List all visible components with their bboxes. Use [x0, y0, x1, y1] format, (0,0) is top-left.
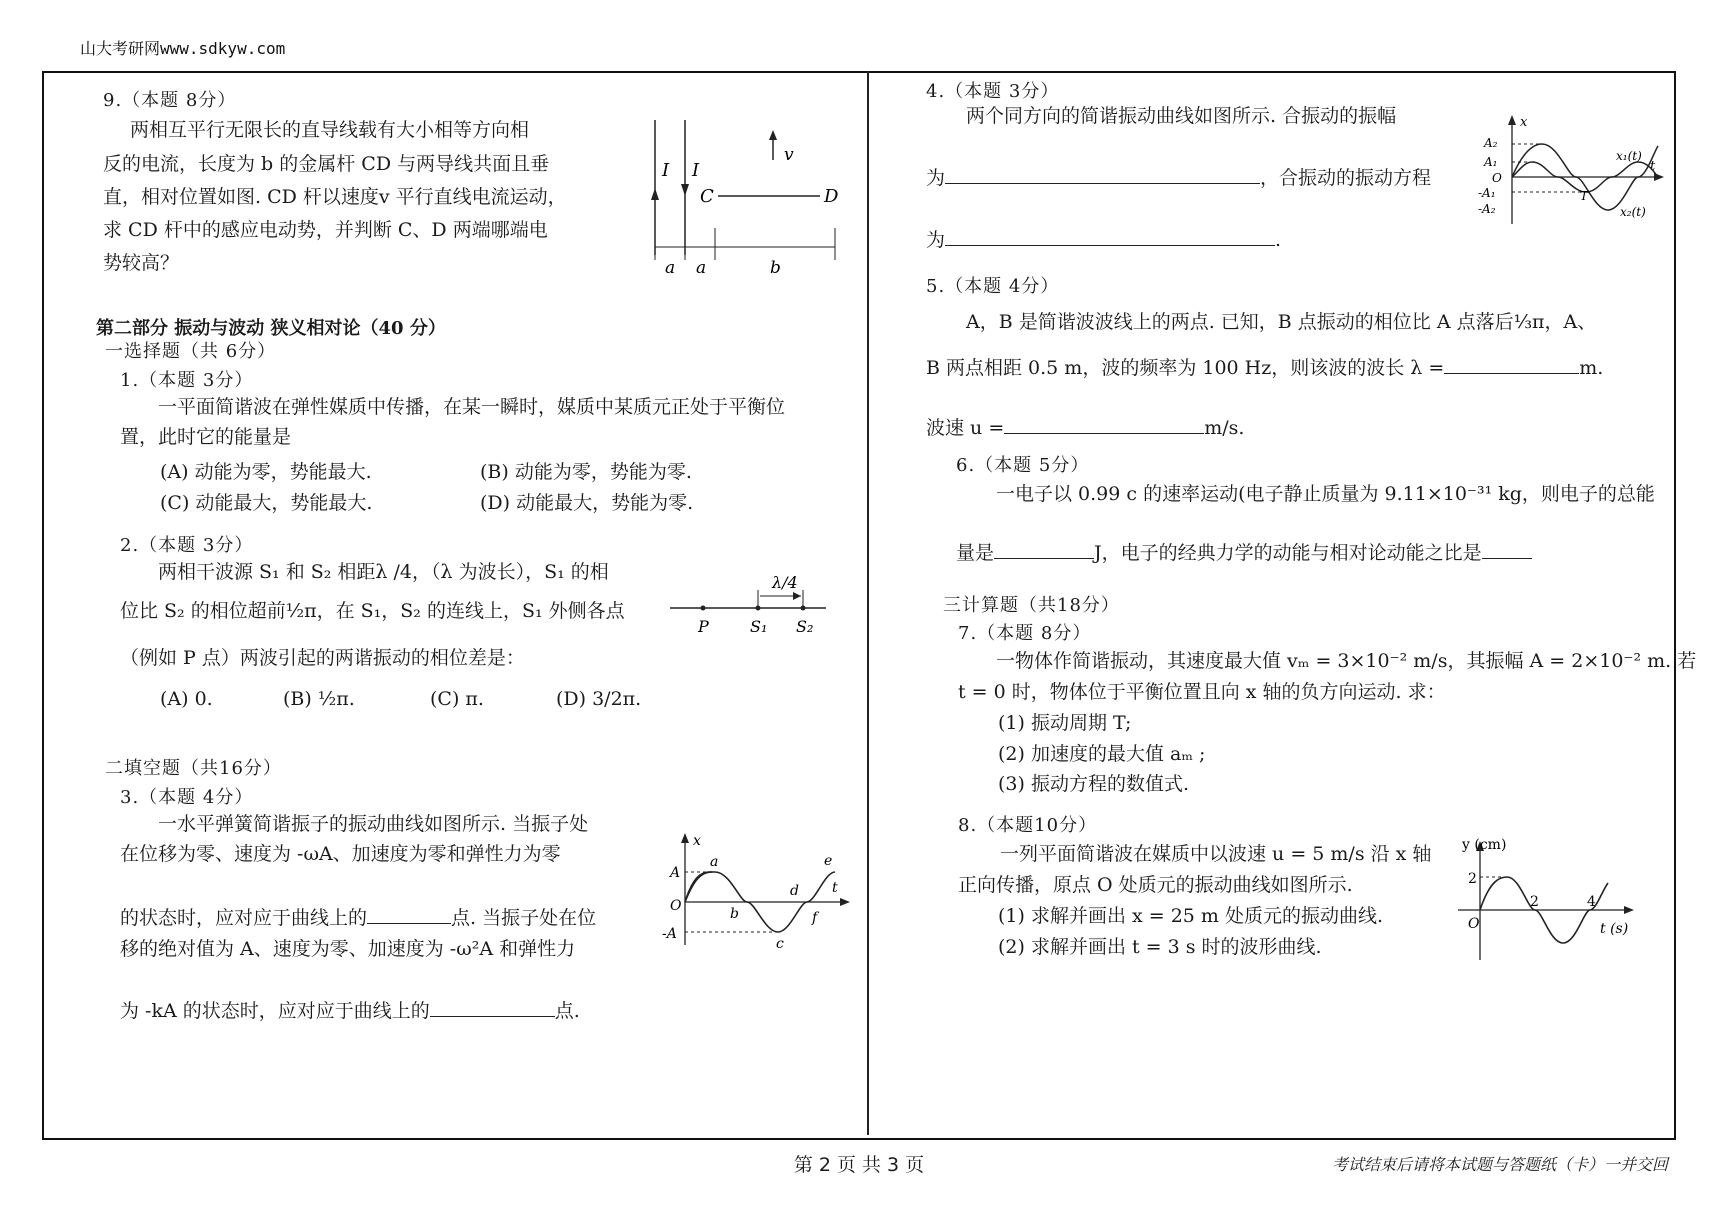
q3-line-5-text: 为 -kA 的状态时，应对应于曲线上的 — [120, 1000, 430, 1022]
q9-fig-d: D — [824, 186, 839, 207]
q8-figure — [1450, 835, 1640, 965]
q5-line-3-text: 波速 u = — [926, 417, 1005, 439]
q5-line-2 — [926, 352, 1603, 384]
q7-title: 7.（本题 8分） — [958, 623, 1092, 644]
q8-title: 8.（本题10分） — [958, 815, 1098, 836]
q8-line-2: 正向传播，原点 O 处质元的振动曲线如图所示. — [958, 874, 1353, 896]
q2-line-3: （例如 P 点）两波引起的两谐振动的相位差是： — [120, 647, 525, 669]
q8-fig-tick4: 4 — [1587, 894, 1596, 910]
q5-blank-speed[interactable] — [1004, 433, 1204, 434]
q1-title: 1.（本题 3分） — [120, 370, 254, 391]
q2-fig-s1: S₁ — [750, 617, 768, 636]
q4-fig-negA1: -A₁ — [1478, 186, 1496, 200]
q3-fig-t: t — [832, 880, 838, 896]
q3-fig-c: c — [776, 936, 784, 952]
q8-fig-y: y (cm) — [1462, 837, 1507, 853]
q4-line-3-text: 为 — [926, 229, 946, 251]
q3-line-5 — [120, 995, 580, 1027]
q9-line-3: 直，相对位置如图. CD 杆以速度v 平行直线电流运动， — [103, 186, 567, 208]
q9-fig-i1: I — [662, 160, 670, 181]
q2-fig-p: P — [698, 617, 709, 636]
q5-line-2-unit: m. — [1579, 357, 1604, 379]
part2-title: 第二部分 振动与波动 狭义相对论（40 分） — [96, 318, 446, 339]
q8-fig-two: 2 — [1468, 871, 1477, 887]
q6-line-2-tail: J，电子的经典力学的动能与相对论动能之比是 — [1094, 542, 1482, 564]
q3-fig-negA: -A — [662, 926, 677, 942]
q2-line-2: 位比 S₂ 的相位超前½π，在 S₁，S₂ 的连线上，S₁ 外侧各点 — [120, 600, 625, 622]
q6-line-1: 一电子以 0.99 c 的速率运动(电子静止质量为 9.11×10⁻³¹ kg，则电子的总能 — [996, 483, 1655, 505]
q6-blank-ratio[interactable] — [1482, 558, 1532, 559]
q3-fig-O: O — [670, 898, 682, 914]
q2-figure — [668, 570, 828, 640]
q3-fig-f: f — [812, 910, 818, 926]
q1-option-a: (A) 动能为零，势能最大. — [160, 461, 372, 483]
q1-option-b: (B) 动能为零，势能为零. — [480, 461, 692, 483]
q4-fig-t: t — [1650, 159, 1656, 174]
choice-section-title: 一选择题（共 6分） — [105, 341, 277, 362]
q5-blank-wavelength[interactable] — [1444, 373, 1579, 374]
q1-line-1: 一平面简谐波在弹性媒质中传播，在某一瞬时，媒质中某质元正处于平衡位 — [158, 396, 786, 418]
q9-line-4: 求 CD 杆中的感应电动势，并判断 C、D 两端哪端电 — [103, 219, 548, 241]
footer-note: 考试结束后请将本试题与答题纸（卡）一并交回 — [1331, 1155, 1668, 1174]
q2-option-c: (C) π. — [430, 688, 484, 710]
q5-line-2-text: B 两点相距 0.5 m，波的频率为 100 Hz，则该波的波长 λ = — [926, 357, 1445, 379]
q4-fig-O: O — [1492, 171, 1502, 185]
q8-line-1: 一列平面简谐波在媒质中以波速 u = 5 m/s 沿 x 轴 — [1000, 843, 1432, 865]
q5-line-3-unit: m/s. — [1204, 417, 1245, 439]
q3-blank-1[interactable] — [367, 923, 451, 924]
q2-option-a: (A) 0. — [160, 688, 213, 710]
q7-item-2: (2) 加速度的最大值 aₘ ; — [998, 743, 1206, 765]
q9-line-1: 两相互平行无限长的直导线载有大小相等方向相 — [130, 119, 530, 141]
q9-figure — [640, 110, 850, 285]
q2-option-d: (D) 3/2π. — [556, 688, 642, 710]
q4-fig-T: T — [1580, 189, 1589, 203]
q9-fig-v: v — [784, 145, 794, 165]
q5-title: 5.（本题 4分） — [926, 276, 1060, 297]
q9-title: 9.（本题 8分） — [103, 90, 237, 111]
q1-option-c: (C) 动能最大，势能最大. — [160, 492, 373, 514]
column-divider — [867, 71, 869, 1135]
q6-blank-energy[interactable] — [994, 558, 1094, 559]
q4-fig-x: x — [1520, 115, 1528, 130]
q4-line-2-tail: ，合振动的振动方程 — [1260, 167, 1432, 189]
q3-fig-e: e — [824, 853, 833, 869]
q3-line-3-tail: 点. 当振子处在位 — [451, 907, 597, 929]
calc-section-title: 三计算题（共18分） — [943, 595, 1120, 616]
site-header: 山大考研网www.sdkyw.com — [80, 39, 286, 58]
q2-title: 2.（本题 3分） — [120, 535, 254, 556]
q7-item-1: (1) 振动周期 T; — [998, 712, 1132, 734]
q1-line-2: 置，此时它的能量是 — [120, 426, 292, 448]
q4-fig-A1: A₁ — [1484, 155, 1498, 169]
q9-line-2: 反的电流，长度为 b 的金属杆 CD 与两导线共面且垂 — [103, 153, 550, 175]
q9-fig-a2: a — [696, 258, 707, 278]
q4-fig-A2: A₂ — [1484, 136, 1498, 150]
q3-blank-2[interactable] — [430, 1016, 555, 1017]
q5-line-1: A，B 是简谐波波线上的两点. 已知，B 点振动的相位比 A 点落后⅓π，A、 — [966, 311, 1597, 333]
q9-fig-i2: I — [692, 160, 700, 181]
q4-line-3-tail: . — [1275, 229, 1282, 251]
q4-blank-amplitude[interactable] — [945, 183, 1260, 184]
q7-line-2: t = 0 时，物体位于平衡位置且向 x 轴的负方向运动. 求： — [958, 681, 1446, 703]
q8-line-4: (2) 求解并画出 t = 3 s 时的波形曲线. — [998, 936, 1322, 958]
q3-line-2: 在位移为零、速度为 -ωA、加速度为零和弹性力为零 — [120, 843, 561, 865]
q9-fig-c: C — [700, 186, 714, 207]
q8-fig-O: O — [1468, 916, 1480, 932]
q3-figure — [660, 830, 855, 955]
q3-fig-A: A — [670, 865, 681, 881]
q3-fig-a: a — [710, 854, 719, 870]
q4-line-2 — [926, 162, 1431, 194]
q2-option-b: (B) ½π. — [283, 688, 355, 710]
q9-line-5: 势较高？ — [103, 252, 180, 274]
q8-line-3: (1) 求解并画出 x = 25 m 处质元的振动曲线. — [998, 905, 1384, 927]
q9-fig-b: b — [770, 258, 781, 278]
q3-line-4: 移的绝对值为 A、速度为零、加速度为 -ω²A 和弹性力 — [120, 938, 576, 960]
q7-line-1: 一物体作简谐振动，其速度最大值 vₘ = 3×10⁻² m/s，其振幅 A = 2×10⁻² m. 若 — [996, 650, 1697, 672]
q1-option-d: (D) 动能最大，势能为零. — [480, 492, 694, 514]
q3-line-5-tail: 点. — [554, 1000, 580, 1022]
q4-fig-x1: x₁(t) — [1616, 149, 1642, 163]
fill-section-title: 二填空题（共16分） — [105, 758, 282, 779]
q4-title: 4.（本题 3分） — [926, 81, 1060, 102]
q4-line-2-text: 为 — [926, 167, 946, 189]
q3-fig-b: b — [730, 906, 739, 922]
q3-fig-x: x — [693, 833, 701, 849]
q4-blank-equation[interactable] — [945, 245, 1275, 246]
q3-line-3 — [120, 902, 596, 934]
q4-figure — [1478, 112, 1668, 232]
q2-fig-s2: S₂ — [796, 617, 814, 636]
q9-fig-a1: a — [665, 258, 676, 278]
page-number: 第 2 页 共 3 页 — [793, 1154, 925, 1176]
q7-item-3: (3) 振动方程的数值式. — [998, 773, 1189, 795]
q6-line-2 — [956, 537, 1532, 569]
q3-title: 3.（本题 4分） — [120, 787, 254, 808]
q2-line-1: 两相干波源 S₁ 和 S₂ 相距λ /4，（λ 为波长），S₁ 的相 — [158, 561, 609, 583]
q4-fig-negA2: -A₂ — [1478, 202, 1496, 216]
q3-line-1: 一水平弹簧简谐振子的振动曲线如图所示. 当振子处 — [158, 813, 589, 835]
q3-line-3-text: 的状态时，应对应于曲线上的 — [120, 907, 368, 929]
q4-line-3 — [926, 224, 1281, 256]
q5-line-3 — [926, 412, 1244, 444]
q4-fig-x2: x₂(t) — [1620, 205, 1646, 219]
q3-fig-d: d — [790, 883, 799, 899]
q8-fig-t: t (s) — [1600, 921, 1629, 937]
q2-fig-lambda4: λ/4 — [772, 573, 798, 592]
q4-line-1: 两个同方向的简谐振动曲线如图所示. 合振动的振幅 — [966, 105, 1397, 127]
q6-title: 6.（本题 5分） — [956, 455, 1090, 476]
q6-line-2-text: 量是 — [956, 542, 995, 564]
q8-fig-tick2: 2 — [1530, 894, 1539, 910]
